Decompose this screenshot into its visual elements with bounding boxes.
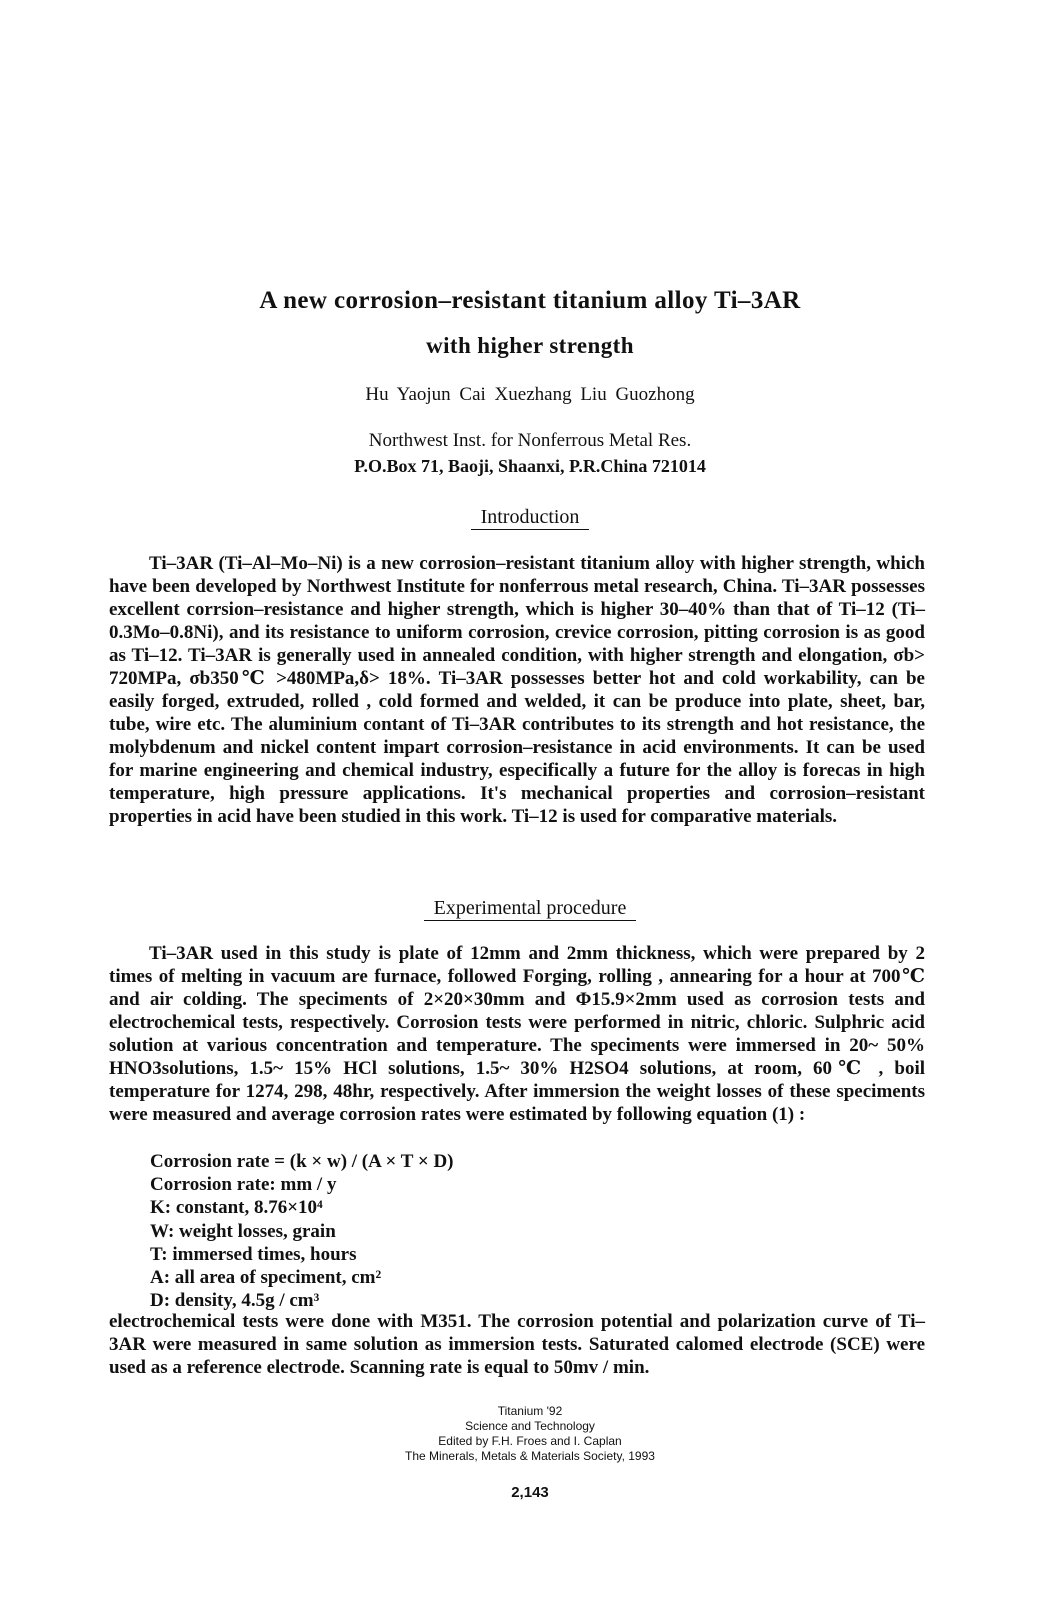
electrochemical-text: electrochemical tests were done with M351. The corrosion potential and polarization curve of Ti–3AR were measured in same solution as immersion tests. Saturated calomed electrode (SCE) were used as a reference electrode. Scanning rate is equal to 50mv / min.	[109, 1311, 925, 1378]
experimental-heading-text: Experimental procedure	[424, 897, 637, 921]
introduction-heading-text: Introduction	[471, 506, 590, 530]
footer-line3: Edited by F.H. Froes and I. Caplan	[438, 1434, 622, 1448]
footer-line4: The Minerals, Metals & Materials Society, 1993	[405, 1449, 655, 1463]
formula-line: W: weight losses, grain	[150, 1220, 336, 1242]
experimental-heading	[0, 897, 1060, 920]
paper-title-line1: A new corrosion–resistant titanium alloy Ti–3AR	[259, 287, 801, 314]
introduction-body	[109, 552, 925, 828]
affiliation-line2: P.O.Box 71, Baoji, Shaanxi, P.R.China 721014	[354, 456, 706, 476]
footer-line1: Titanium '92	[497, 1404, 563, 1418]
affiliation-line1: Northwest Inst. for Nonferrous Metal Res.	[368, 430, 692, 451]
page-number: 2,143	[511, 1484, 549, 1501]
formula-line: Corrosion rate = (k × w) / (A × T × D)	[150, 1151, 454, 1172]
formula-line: A: all area of speciment, cm²	[150, 1267, 382, 1289]
publication-footer	[0, 1404, 1060, 1464]
experimental-body	[109, 942, 925, 1126]
formula-line: T: immersed times, hours	[150, 1243, 357, 1265]
formula-line: Corrosion rate: mm / y	[150, 1174, 337, 1196]
electrochemical-body	[109, 1310, 925, 1379]
formula-block	[150, 1150, 454, 1312]
experimental-text: Ti–3AR used in this study is plate of 12mm and 2mm thickness, which were prepared by 2 times of melting in vacuum are furnace, followed Forging, rolling , annearing for a hour at 700℃ and air colding. The speciments of 2×20×30mm and Φ15.9×2mm used as corrosion tests and electrochemical tests, respectively. Corrosion tests were performed in nitric, chloric. Sulphric acid solution at various concentration and temperature. The speciments were immersed in 20~ 50% HNO3solutions, 1.5~ 15% HCl solutions, 1.5~ 30% H2SO4 solutions, at room, 60℃ , boil temperature for 1274, 298, 48hr, respectively. After immersion the weight losses of these speciments were measured and average corrosion rates were estimated by following equation (1) :	[109, 943, 925, 1125]
introduction-text: Ti–3AR (Ti–Al–Mo–Ni) is a new corrosion–resistant titanium alloy with higher strength, which have been developed by Northwest Institute for nonferrous metal research, China. Ti–3AR possesses excellent corrsion–resistance and higher strength, which is higher 30–40% than that of Ti–12 (Ti–0.3Mo–0.8Ni), and its resistance to uniform corrosion, crevice corrosion, pitting corrosion is as good as Ti–12. Ti–3AR is generally used in annealed condition, with higher strength and elongation, σb> 720MPa, σb350℃ >480MPa,δ> 18%. Ti–3AR possesses better hot and cold workability, can be easily forged, extruded, rolled , cold formed and welded, it can be produce into plate, sheet, bar, tube, wire etc. The aluminium contant of Ti–3AR contributes to its strength and hot resistance, the molybdenum and nickel content impart corrosion–resistance in acid environments. It can be used for marine engineering and chemical industry, especifically a future for the alloy is forecas in high temperature, high pressure applications. It's mechanical properties and corrosion–resistant properties in acid have been studied in this work. Ti–12 is used for comparative materials.	[109, 553, 925, 827]
formula-line: D: density, 4.5g / cm³	[150, 1290, 320, 1312]
footer-line2: Science and Technology	[465, 1419, 595, 1433]
authors: Hu Yaojun Cai Xuezhang Liu Guozhong	[365, 384, 695, 405]
introduction-heading	[0, 506, 1060, 529]
paper-title-line2: with higher strength	[426, 333, 634, 358]
formula-line: K: constant, 8.76×10⁴	[150, 1197, 323, 1219]
